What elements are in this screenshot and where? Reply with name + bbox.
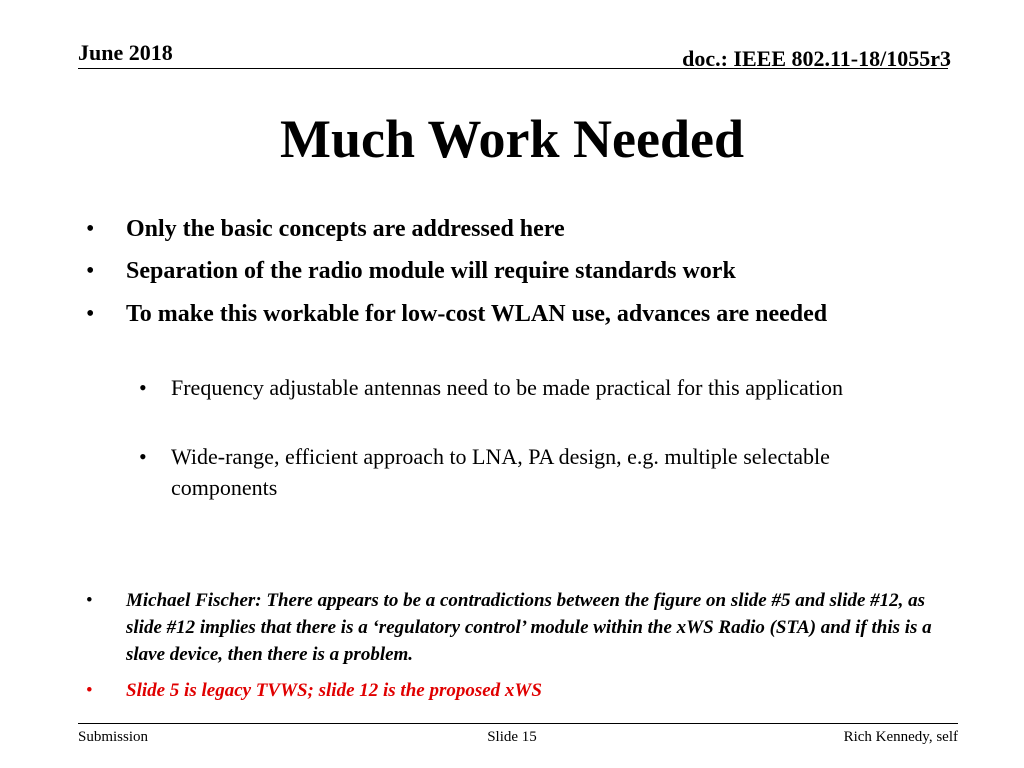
footer-rule	[78, 723, 958, 724]
bullet-icon: •	[86, 301, 95, 327]
sub-bullet-icon: •	[139, 444, 147, 469]
footer-slide-number: Slide 15	[487, 729, 537, 745]
sub-bullet-text: Frequency adjustable antennas need to be made practical for this application	[171, 375, 843, 400]
footer-right: Rich Kennedy, self	[843, 729, 958, 745]
bullet-icon: •	[86, 258, 95, 284]
bullet-text: Only the basic concepts are addressed here	[126, 216, 565, 242]
sub-bullet-icon: •	[139, 375, 147, 400]
sub-bullet-text: Wide-range, efficient approach to LNA, PA design, e.g. multiple selectable components	[171, 444, 830, 500]
response-bullet-icon: •	[86, 680, 93, 701]
comment-item	[86, 587, 936, 668]
bullet-icon: •	[86, 216, 95, 242]
sub-bullet-item	[139, 441, 859, 503]
slide-title: Much Work Needed	[279, 109, 744, 169]
comment-bullet-icon: •	[86, 590, 93, 611]
bullet-text: Separation of the radio module will require standards work	[126, 258, 736, 284]
response-item	[86, 677, 936, 704]
bullet-item	[86, 297, 886, 331]
sub-bullet-item	[139, 372, 859, 403]
header-doc-id: doc.: IEEE 802.11-18/1055r3	[682, 46, 951, 71]
bullet-item	[86, 254, 886, 288]
bullet-item	[86, 212, 886, 246]
footer-left: Submission	[78, 729, 149, 745]
response-text: Slide 5 is legacy TVWS; slide 12 is the proposed xWS	[126, 680, 542, 701]
header-date: June 2018	[78, 40, 173, 65]
comment-text: Michael Fischer: There appears to be a contradictions between the figure on slide #5 and slide #12, as slide #12 implies that there is a ‘regulatory control’ module within the xWS Radio (STA) and if this is a slave device, then there is a problem.	[126, 590, 932, 665]
bullet-text: To make this workable for low-cost WLAN use, advances are needed	[126, 301, 828, 327]
